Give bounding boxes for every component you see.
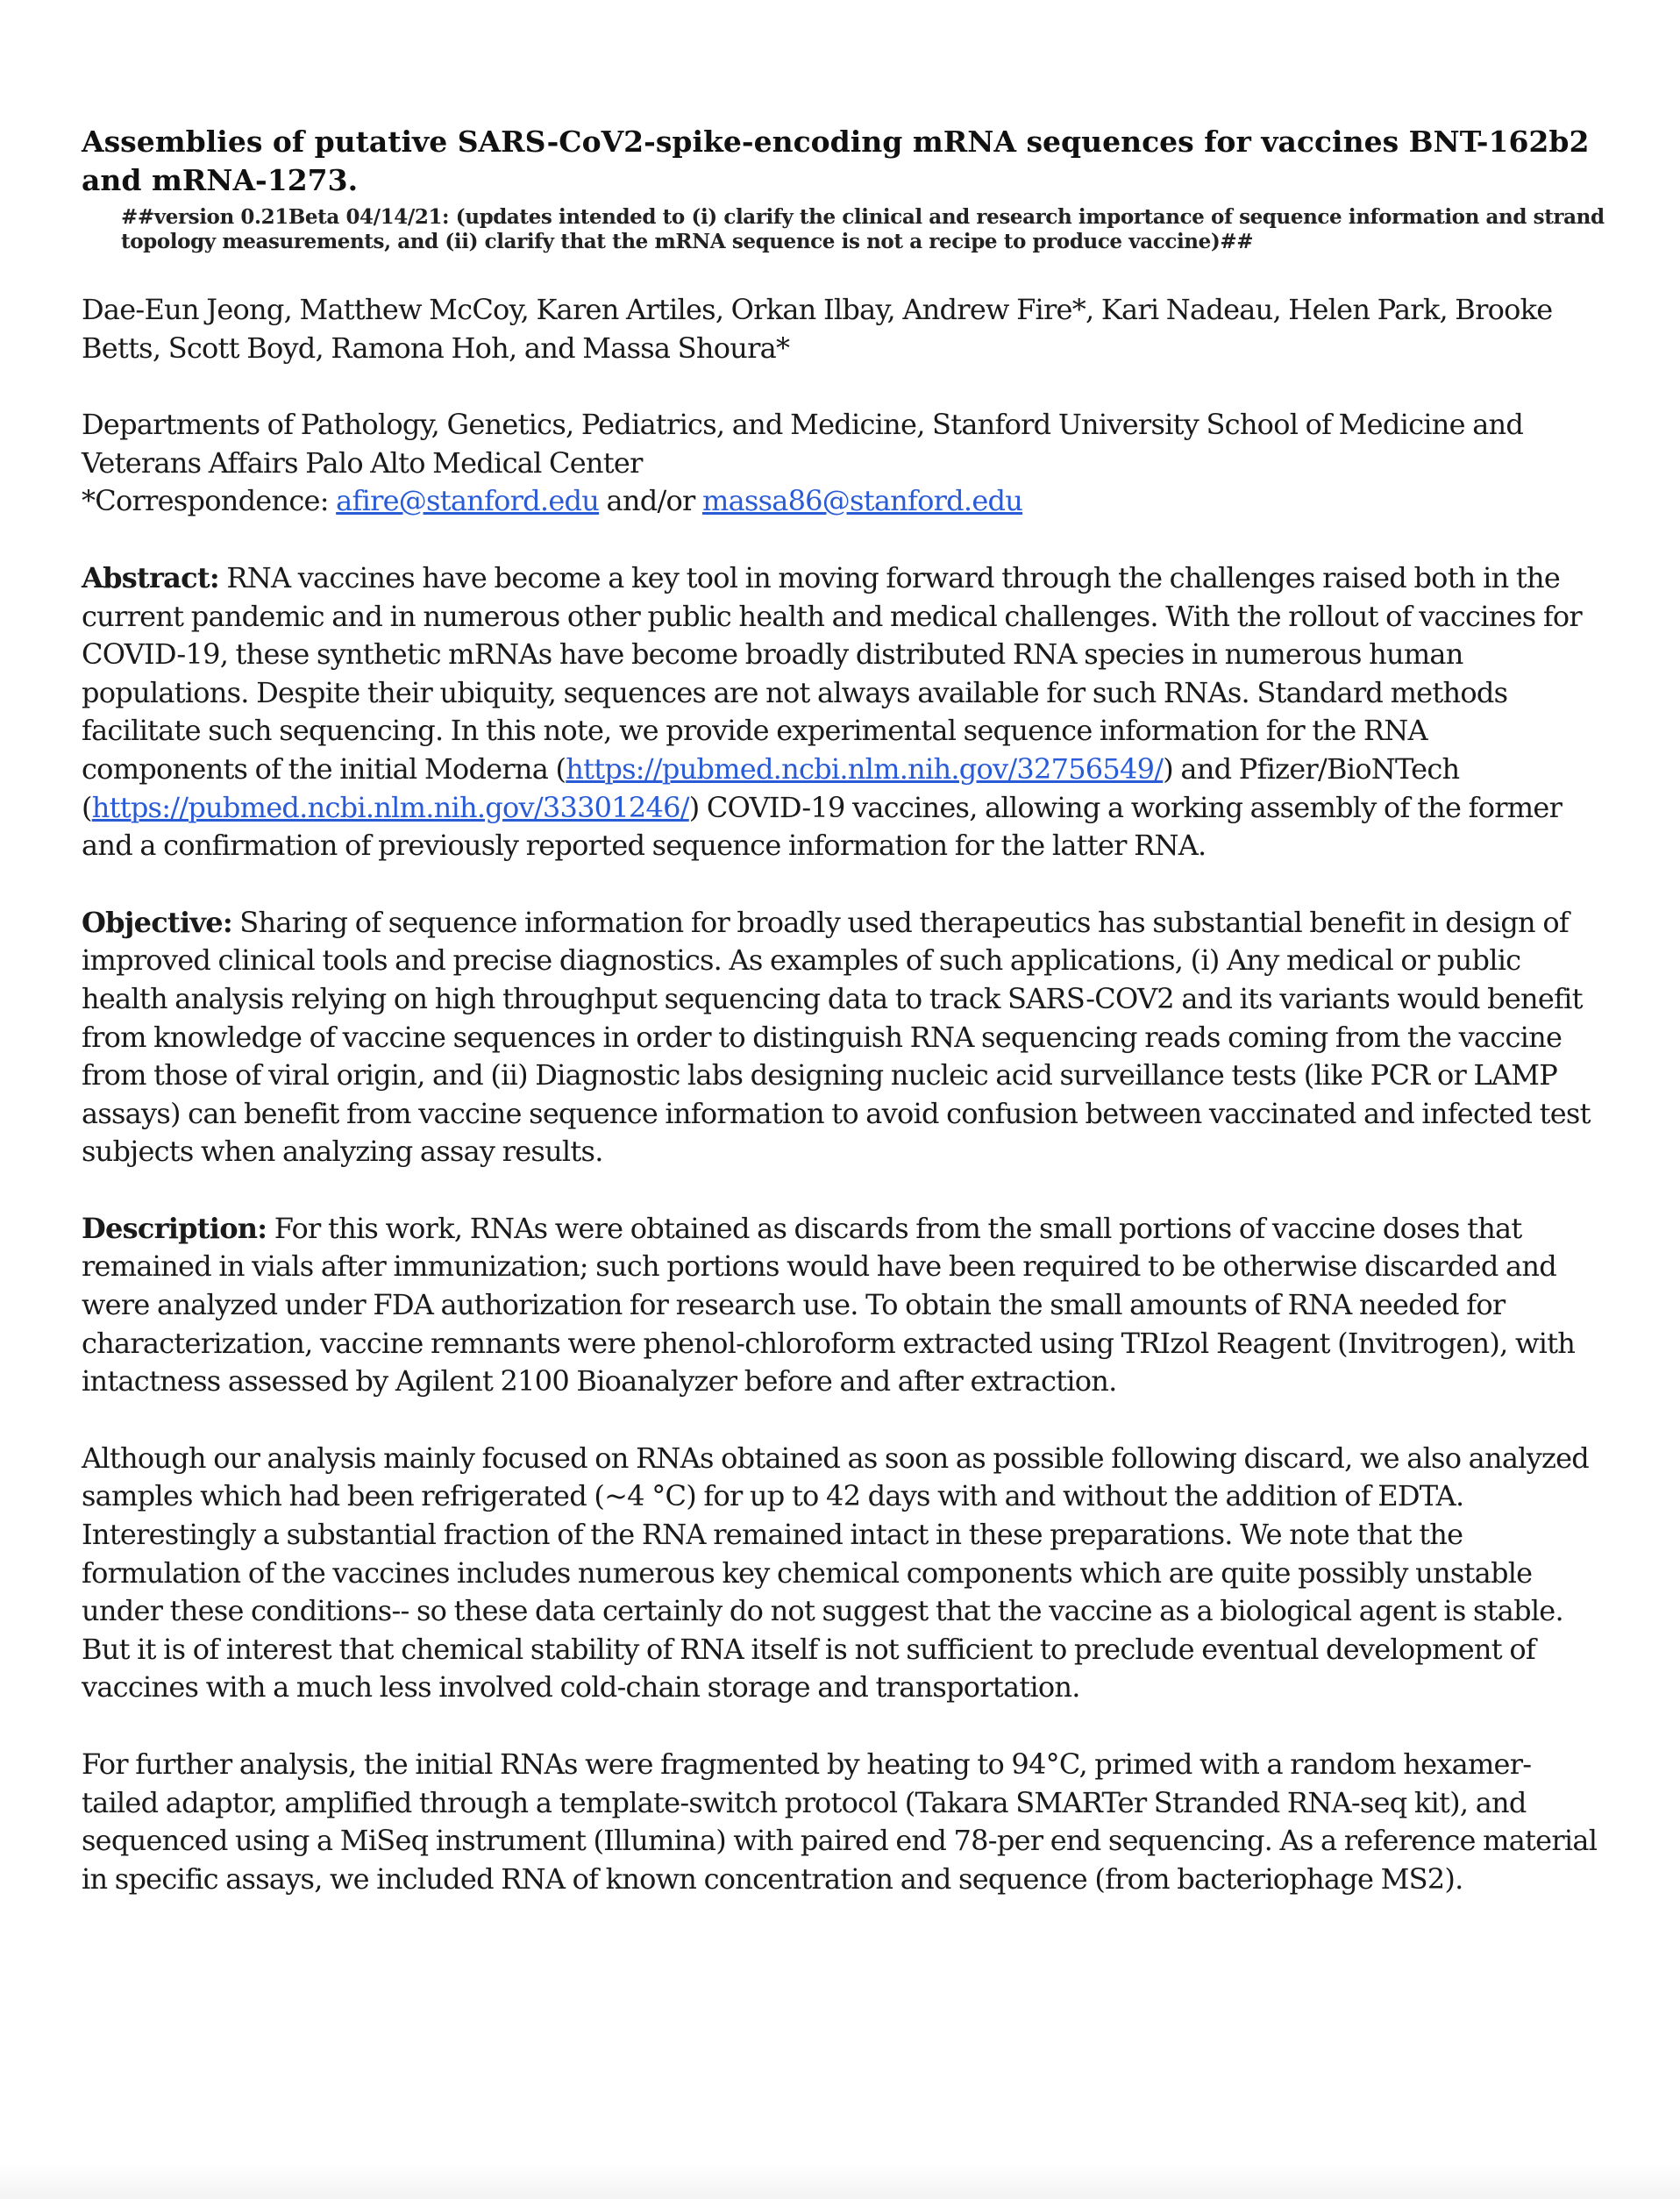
correspondence-prefix: *Correspondence: — [82, 484, 337, 518]
affiliation-block — [82, 406, 1598, 521]
sequencing-paragraph: For further analysis, the initial RNAs were fragmented by heating to 94°C, primed with a random hexamer-tailed adaptor, amplified through a template-switch protocol (Takara SMARTer Stranded RNA-seq kit), and sequenced using a MiSeq instrument (Illumina) with paired end 78-per end sequencing. As a reference material in specific assays, we included RNA of known concentration and sequence (from bacteriophage MS2). — [82, 1747, 1598, 1896]
description-label: Description: — [82, 1211, 267, 1245]
moderna-pubmed-link[interactable]: https://pubmed.ncbi.nlm.nih.gov/32756549/ — [566, 751, 1164, 786]
abstract-text-3: ) COVID-19 vaccines, allowing a working assembly of the former and a confirmation of previously reported sequence information for the latter RNA. — [82, 790, 1563, 863]
paper-title: Assemblies of putative SARS-CoV2-spike-encoding mRNA sequences for vaccines BNT-162b2 and mRNA-1273. — [82, 125, 1590, 197]
page-bottom-edge — [0, 2164, 1680, 2199]
abstract-text-1: RNA vaccines have become a key tool in moving forward through the challenges raised both in the current pandemic and in numerous other public health and medical challenges. With the rollout of vaccines for COVID-19, these synthetic mRNAs have become broadly distributed RNA species in numerous human populations. Despite their ubiquity, sequences are not always available for such RNAs. Standard methods facilitate such sequencing. In this note, we provide experimental sequence information for the RNA components of the initial Moderna ( — [82, 560, 1582, 786]
objective-text: Sharing of sequence information for broadly used therapeutics has substantial benefit in design of improved clinical tools and precise diagnostics. As examples of such applications, (i) Any medical or public health analysis relying on high throughput sequencing data to track SARS-COV2 and its variants would benefit from knowledge of vaccine sequences in order to distinguish RNA sequencing reads coming from the vaccine from those of viral origin, and (ii) Diagnostic labs designing nucleic acid surveillance tests (like PCR or LAMP assays) can benefit from vaccine sequence information to avoid confusion between vaccinated and infected test subjects when analyzing assay results. — [82, 905, 1591, 1169]
abstract-text-2: ) and Pfizer/BioNTech ( — [82, 751, 1460, 824]
departments: Departments of Pathology, Genetics, Pediatrics, and Medicine, Stanford University School of Medicine and Veterans Affairs Palo Alto Medical Center — [82, 408, 1524, 480]
objective-paragraph — [82, 904, 1598, 1171]
author-list: Dae-Eun Jeong, Matthew McCoy, Karen Artiles, Orkan Ilbay, Andrew Fire*, Kari Nadeau, Helen Park, Brooke Betts, Scott Boyd, Ramona Hoh, and Massa Shoura* — [82, 293, 1553, 365]
abstract-label: Abstract: — [82, 560, 219, 594]
description-paragraph — [82, 1210, 1598, 1401]
abstract-paragraph — [82, 559, 1598, 865]
email-link-massa[interactable]: massa86@stanford.edu — [701, 484, 1023, 518]
document-page — [82, 123, 1605, 1898]
description-text: For this work, RNAs were obtained as discards from the small portions of vaccine doses that remained in vials after immunization; such portions would have been required to be otherwise discarded and were analyzed under FDA authorization for research use. To obtain the small amounts of RNA needed for characterization, vaccine remnants were phenol-chloroform extracted using TRIzol Reagent (Invitrogen), with intactness assessed by Agilent 2100 Bioanalyzer before and after extraction. — [82, 1211, 1576, 1398]
pfizer-pubmed-link[interactable]: https://pubmed.ncbi.nlm.nih.gov/33301246/ — [91, 790, 689, 824]
objective-label: Objective: — [82, 905, 232, 939]
storage-paragraph: Although our analysis mainly focused on RNAs obtained as soon as possible following discard, we also analyzed samples which had been refrigerated (~4 °C) for up to 42 days with and without the addition of EDTA. Interestingly a substantial fraction of the RNA remained intact in these preparations. We note that the formulation of the vaccines includes numerous key chemical components which are quite possibly unstable under these conditions-- so these data certainly do not suggest that the vaccine as a biological agent is stable. But it is of interest that chemical stability of RNA itself is not sufficient to preclude eventual development of vaccines with a much less involved cold-chain storage and transportation. — [82, 1441, 1590, 1704]
version-note: ##version 0.21Beta 04/14/21: (updates intended to (i) clarify the clinical and research importance of sequence information and strand topology measurements, and (ii) clarify that the mRNA sequence is not a recipe to produce vaccine)## — [121, 205, 1605, 253]
correspondence-connector: and/or — [599, 484, 702, 518]
email-link-afire[interactable]: afire@stanford.edu — [336, 484, 600, 518]
